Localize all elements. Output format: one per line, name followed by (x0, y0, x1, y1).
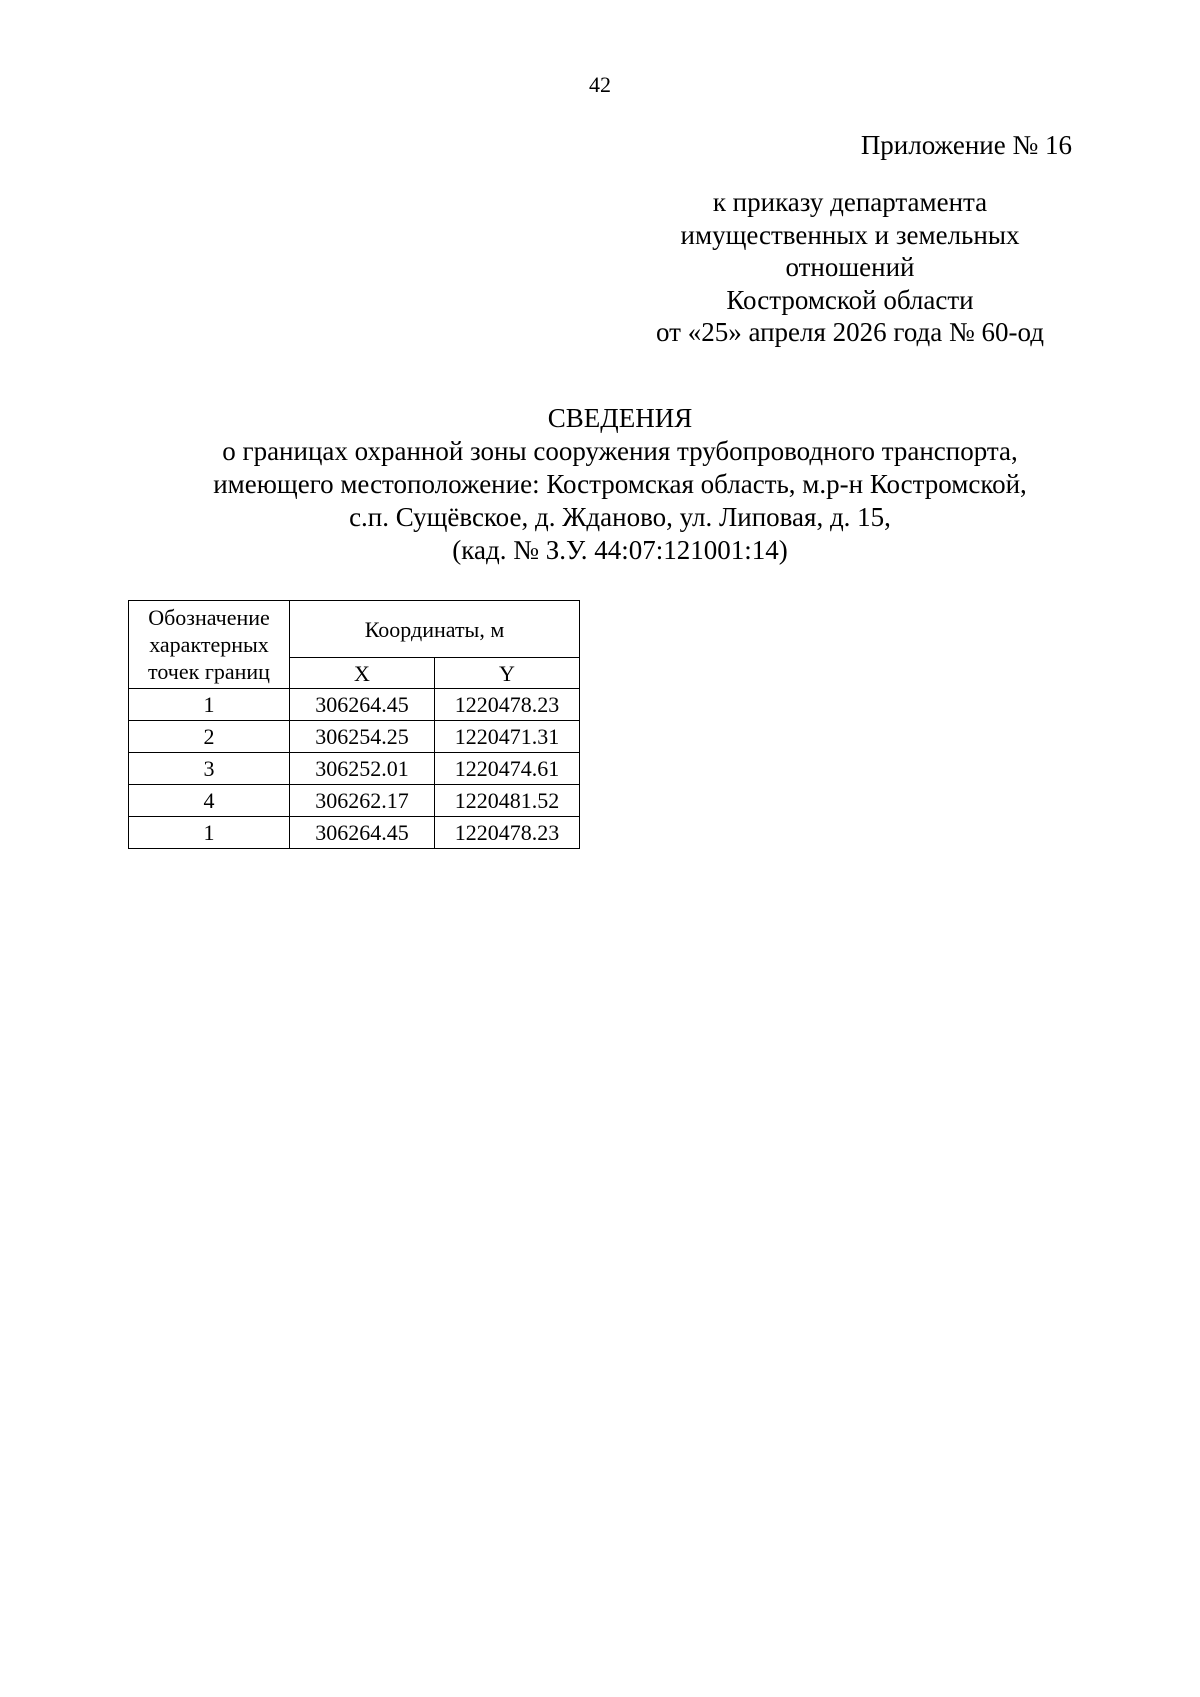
header-y: Y (435, 658, 580, 689)
table-row (129, 689, 580, 721)
table-row (129, 753, 580, 785)
table-row (129, 785, 580, 817)
order-line: Костромской области (726, 284, 974, 315)
cell-y: 1220478.23 (435, 817, 580, 849)
cell-x: 306254.25 (290, 721, 435, 753)
cell-y: 1220471.31 (435, 721, 580, 753)
appendix-label: Приложение № 16 (860, 130, 1072, 160)
cell-x: 306252.01 (290, 753, 435, 785)
coordinates-table (128, 600, 580, 849)
header-x: X (290, 658, 435, 689)
order-line: имущественных и земельных (680, 219, 1020, 250)
cell-y: 1220481.52 (435, 785, 580, 817)
order-line: от «25» апреля 2026 года № 60-од (656, 317, 1044, 347)
page-number: 42 (589, 72, 611, 97)
order-reference (590, 186, 1110, 349)
heading-line: (кад. № З.У. 44:07:121001:14) (452, 535, 788, 565)
document-heading (0, 402, 1200, 567)
cell-x: 306264.45 (290, 689, 435, 721)
table-row (129, 817, 580, 849)
cell-point: 1 (129, 817, 290, 849)
cell-point: 1 (129, 689, 290, 721)
table-row (129, 721, 580, 753)
cell-point: 2 (129, 721, 290, 753)
header-coordinates: Координаты, м (290, 601, 580, 658)
header-point-designation: Обозначение характерных точек границ (129, 601, 290, 689)
cell-x: 306264.45 (290, 817, 435, 849)
heading-line: о границах охранной зоны сооружения трубопроводного транспорта, (222, 436, 1018, 466)
order-line: к приказу департамента (712, 187, 988, 217)
cell-x: 306262.17 (290, 785, 435, 817)
cell-y: 1220478.23 (435, 689, 580, 721)
cell-point: 3 (129, 753, 290, 785)
document-title: СВЕДЕНИЯ (547, 403, 693, 433)
heading-line: имеющего местоположение: Костромская область, м.р-н Костромской, (213, 469, 1027, 499)
cell-y: 1220474.61 (435, 753, 580, 785)
order-line: отношений (785, 252, 915, 282)
cell-point: 4 (129, 785, 290, 817)
heading-line: с.п. Сущёвское, д. Жданово, ул. Липовая, д. 15, (349, 502, 891, 532)
